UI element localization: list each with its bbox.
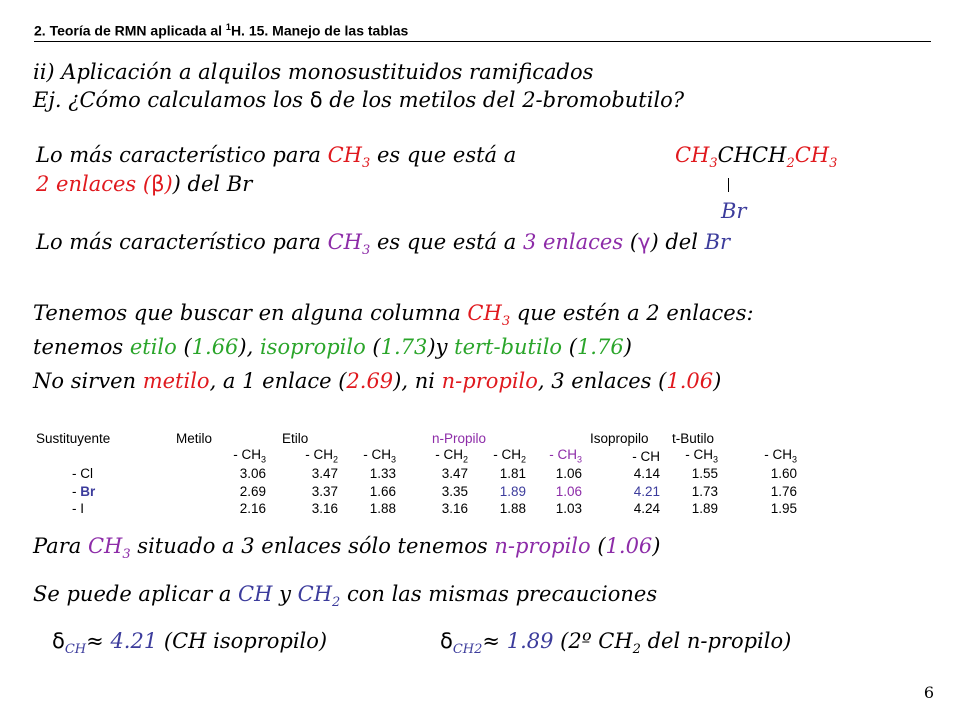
bond-line <box>728 178 729 192</box>
beta-line-2: 2 enlaces (β)) del Br <box>36 172 253 196</box>
conclusion-line-1: Para $CH_3$ situado a 3 enlaces sólo tenemos n-propilo (1.06) <box>33 534 661 563</box>
header-isopropilo: Isopropilo <box>590 431 649 447</box>
header-n-propilo: n-Propilo <box>432 431 487 447</box>
structural-formula: $CH_3CHCH_2CH_3$ <box>675 143 838 172</box>
delta-ch2-estimate: $\delta_{CH2}\approx 1.89$ (2º $CH_2$ del n-propilo) <box>440 629 792 658</box>
header-metilo: Metilo <box>176 431 213 447</box>
conclusion-line-2: Se puede aplicar a CH y $CH_2$ con las mismas precauciones <box>33 582 658 611</box>
table-row: - Cl 3.06 3.47 1.33 3.47 1.81 1.06 4.14 1.55 1.60 <box>72 466 797 482</box>
search-line-3: No sirven metilo, a 1 enlace (2.69), ni n-propilo, 3 enlaces (1.06) <box>33 369 722 393</box>
header-t-butilo: t-Butilo <box>672 431 715 447</box>
page-number: 6 <box>923 683 934 702</box>
beta-line-1: Lo más característico para $CH_3$ es que está a <box>36 143 517 172</box>
header-etilo: Etilo <box>282 431 309 447</box>
formula-br: Br <box>721 199 747 223</box>
title-line-2: Ej. ¿Cómo calculamos los δ de los metilos del 2-bromobutilo? <box>33 88 685 112</box>
substituent-table <box>36 430 797 517</box>
slide-header: 2. Teoría de RMN aplicada al $^1$H. 15. Manejo de las tablas <box>34 22 931 42</box>
search-line-1: Tenemos que buscar en alguna columna $CH_3$ que estén a 2 enlaces: <box>33 301 754 330</box>
table-group-row: - $CH_3$ - $CH_2$ - $CH_3$ - $CH_2$ - $CH_2$ - $CH_3$ - CH - $CH_3$ - $CH_3$ <box>233 447 797 466</box>
gamma-symbol: γ <box>638 230 651 254</box>
gamma-line: Lo más característico para $CH_3$ es que está a 3 enlaces (γ) del Br <box>36 230 731 259</box>
delta-ch-estimate: $\delta_{CH}\approx 4.21$ (CH isopropilo) <box>52 629 328 658</box>
table-row: - Br 2.69 3.37 1.66 3.35 1.89 1.06 4.21 1.73 1.76 <box>72 483 797 499</box>
search-line-2: tenemos etilo (1.66), isopropilo (1.73)y tert-butilo (1.76) <box>33 335 632 359</box>
table-header-row <box>36 430 797 447</box>
table-row: - I 2.16 3.16 1.88 3.16 1.88 1.03 4.24 1.89 1.95 <box>72 501 797 517</box>
header-sustituyente: Sustituyente <box>36 431 111 447</box>
title-line-1: ii) Aplicación a alquilos monosustituidos ramificados <box>33 60 594 84</box>
delta-symbol: δ <box>309 88 323 112</box>
beta-symbol: β <box>151 172 165 196</box>
